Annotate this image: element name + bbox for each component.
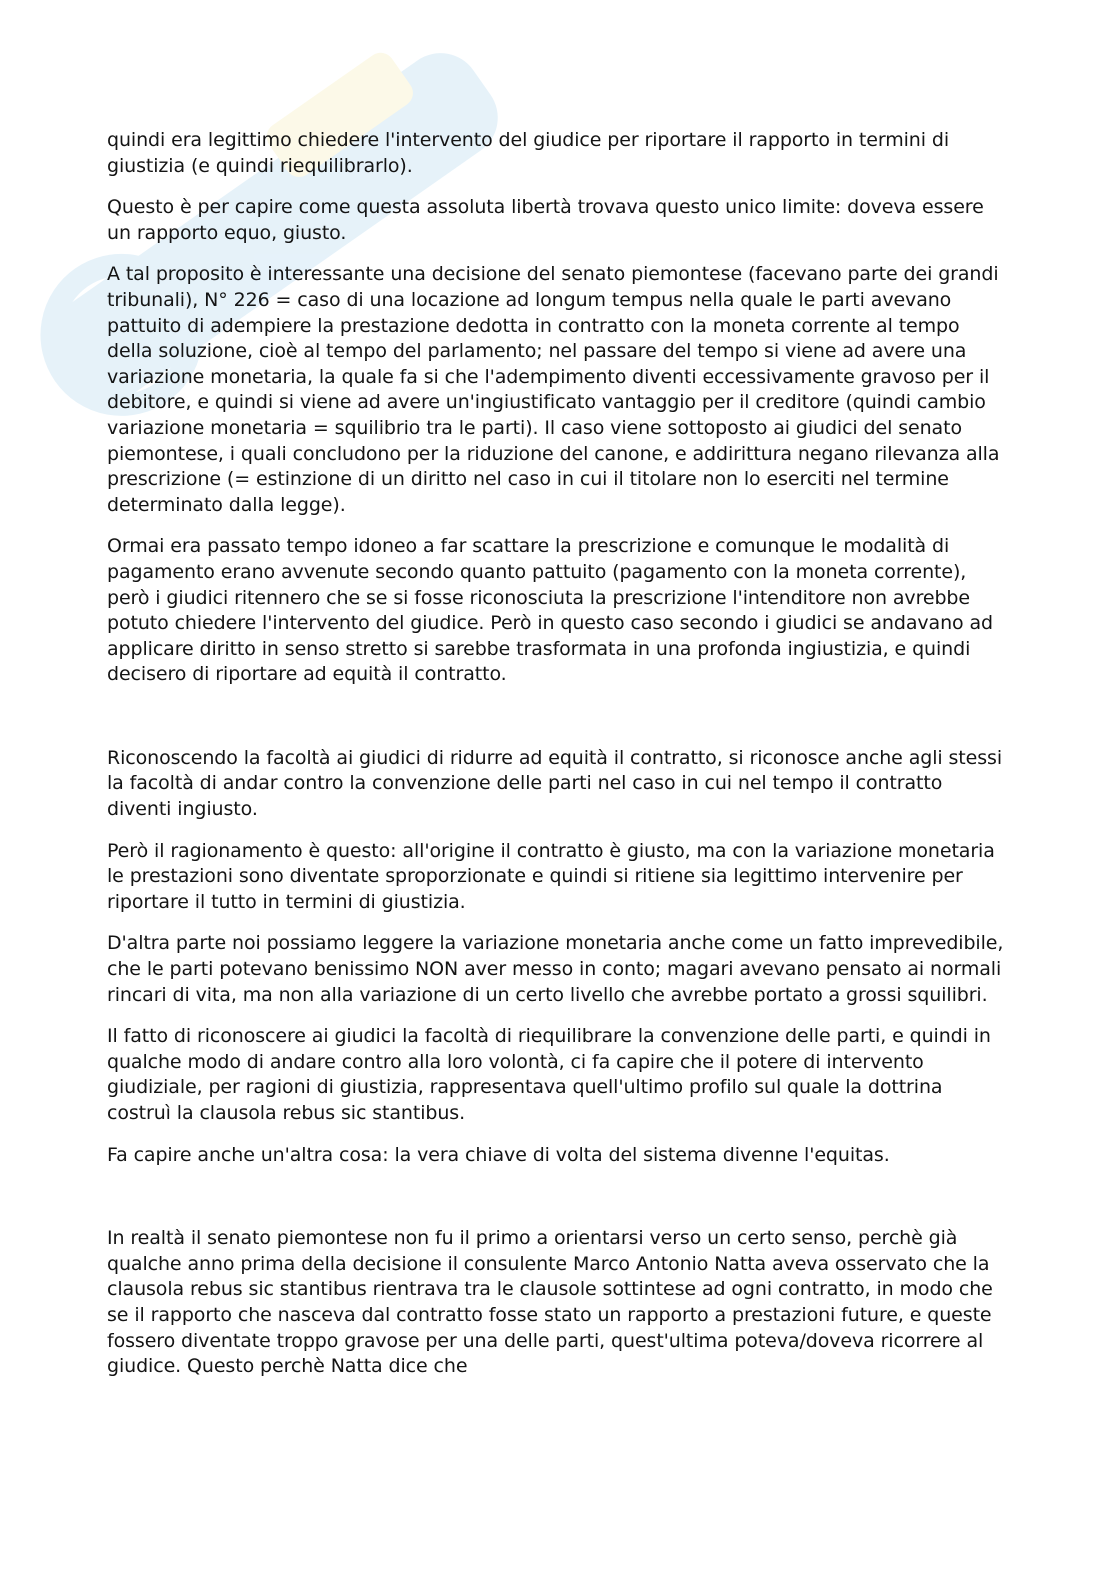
paragraph-8: Il fatto di riconoscere ai giudici la facoltà di riequilibrare la convenzione delle parti, e quindi in qualche modo di andare contro alla loro volontà, ci fa capire che il potere di intervento giudiziale, per ragioni di giustizia, rappresentava quell'ultimo profilo sul quale la dottrina costruì la clausola rebus sic stantibus.	[107, 1025, 991, 1124]
paragraph-9: Fa capire anche un'altra cosa: la vera chiave di volta del sistema divenne l'equitas.	[107, 1143, 890, 1166]
document-page	[107, 128, 1007, 1396]
paragraph-7: D'altra parte noi possiamo leggere la variazione monetaria anche come un fatto imprevedibile, che le parti potevano benissimo NON aver messo in conto; magari avevano pensato ai normali rincari di vita, ma non alla variazione di un certo livello che avrebbe portato a grossi squilibri.	[107, 932, 1004, 1006]
paragraph-4: Ormai era passato tempo idoneo a far scattare la prescrizione e comunque le modalità di pagamento erano avvenute secondo quanto pattuito (pagamento con la moneta corrente), però i giudici ritennero che se si fosse riconosciuta la prescrizione l'intenditore non avrebbe potuto chiedere l'intervento del giudice. Però in questo caso secondo i giudici se andavano ad applicare diritto in senso stretto si sarebbe trasformata in una profonda ingiustizia, e quindi decisero di riportare ad equità il contratto.	[107, 535, 993, 686]
paragraph-6: Però il ragionamento è questo: all'origine il contratto è giusto, ma con la variazione monetaria le prestazioni sono diventate sproporzionate e quindi si ritiene sia legittimo intervenire per riportare il tutto in termini di giustizia.	[107, 839, 995, 913]
paragraph-10: In realtà il senato piemontese non fu il primo a orientarsi verso un certo senso, perchè già qualche anno prima della decisione il consulente Marco Antonio Natta aveva osservato che la clausola rebus sic stantibus rientrava tra le clausole sottintese ad ogni contratto, in modo che se il rapporto che nasceva dal contratto fosse stato un rapporto a prestazioni future, e queste fossero diventate troppo gravose per una delle parti, quest'ultima poteva/doveva ricorrere al giudice. Questo perchè Natta dice che	[107, 1227, 993, 1378]
paragraph-3: A tal proposito è interessante una decisione del senato piemontese (facevano parte dei grandi tribunali), N° 226 = caso di una locazione ad longum tempus nella quale le parti avevano pattuito di adempiere la prestazione dedotta in contratto con la moneta corrente al tempo della soluzione, cioè al tempo del parlamento; nel passare del tempo si viene ad avere una variazione monetaria, la quale fa si che l'adempimento diventi eccessivamente gravoso per il debitore, e quindi si viene ad avere un'ingiustificato vantaggio per il creditore (quindi cambio variazione monetaria = squilibrio tra le parti). Il caso viene sottoposto ai giudici del senato piemontese, i quali concludono per la riduzione del canone, e addirittura negano rilevanza alla prescrizione (= estinzione di un diritto nel caso in cui il titolare non lo eserciti nel termine determinato dalla legge).	[107, 263, 1000, 516]
paragraph-1: quindi era legittimo chiedere l'intervento del giudice per riportare il rapporto in termini di giustizia (e quindi riequilibrarlo).	[107, 129, 949, 177]
paragraph-2: Questo è per capire come questa assoluta libertà trovava questo unico limite: doveva essere un rapporto equo, giusto.	[107, 196, 984, 244]
section-gap	[107, 704, 1007, 746]
paragraph-5: Riconoscendo la facoltà ai giudici di ridurre ad equità il contratto, si riconosce anche agli stessi la facoltà di andar contro la convenzione delle parti nel caso in cui nel tempo il contratto diventi ingiusto.	[107, 746, 1003, 821]
section-gap	[107, 1184, 1007, 1226]
